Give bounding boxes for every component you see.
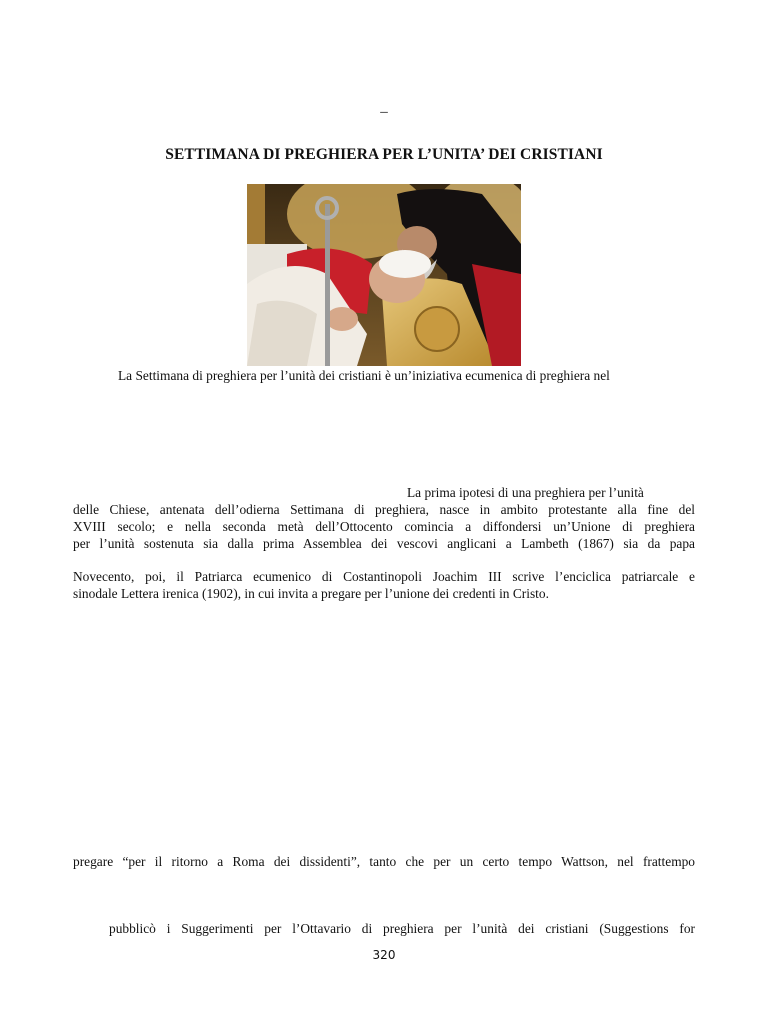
paragraph-line: XVIII secolo; e nella seconda metà dell’Ottocento comincia a diffondersi un’Unione di preghiera bbox=[73, 519, 695, 534]
page-title: SETTIMANA DI PREGHIERA PER L’UNITA’ DEI CRISTIANI bbox=[165, 146, 603, 163]
paragraph-line: Novecento, poi, il Patriarca ecumenico di Costantinopoli Joachim III scrive l’enciclica patriarcale e bbox=[73, 569, 695, 584]
paragraph-line: La Settimana di preghiera per l’unità dei cristiani è un’iniziativa ecumenica di preghiera nel bbox=[118, 368, 610, 383]
paragraph-line: sinodale Lettera irenica (1902), in cui invita a pregare per l’unione dei credenti in Cristo. bbox=[73, 586, 549, 601]
photo-embrace bbox=[247, 184, 521, 366]
paragraph-line: La prima ipotesi di una preghiera per l’unità bbox=[407, 485, 644, 500]
paragraph-line: pregare “per il ritorno a Roma dei dissidenti”, tanto che per un certo tempo Wattson, nel frattempo bbox=[73, 854, 695, 869]
paragraph-line: pubblicò i Suggerimenti per l’Ottavario di preghiera per l’unità dei cristiani (Suggestions for bbox=[109, 921, 695, 936]
paragraph-line: per l’unità sostenuta sia dalla prima Assemblea dei vescovi anglicani a Lambeth (1867) sia da papa bbox=[73, 536, 695, 551]
paragraph-line: delle Chiese, antenata dell’odierna Settimana di preghiera, nasce in ambito protestante alla fine del bbox=[73, 502, 695, 517]
photo-illustration bbox=[247, 184, 521, 366]
page-number: 320 bbox=[372, 948, 396, 962]
header-dash: – bbox=[380, 104, 388, 120]
